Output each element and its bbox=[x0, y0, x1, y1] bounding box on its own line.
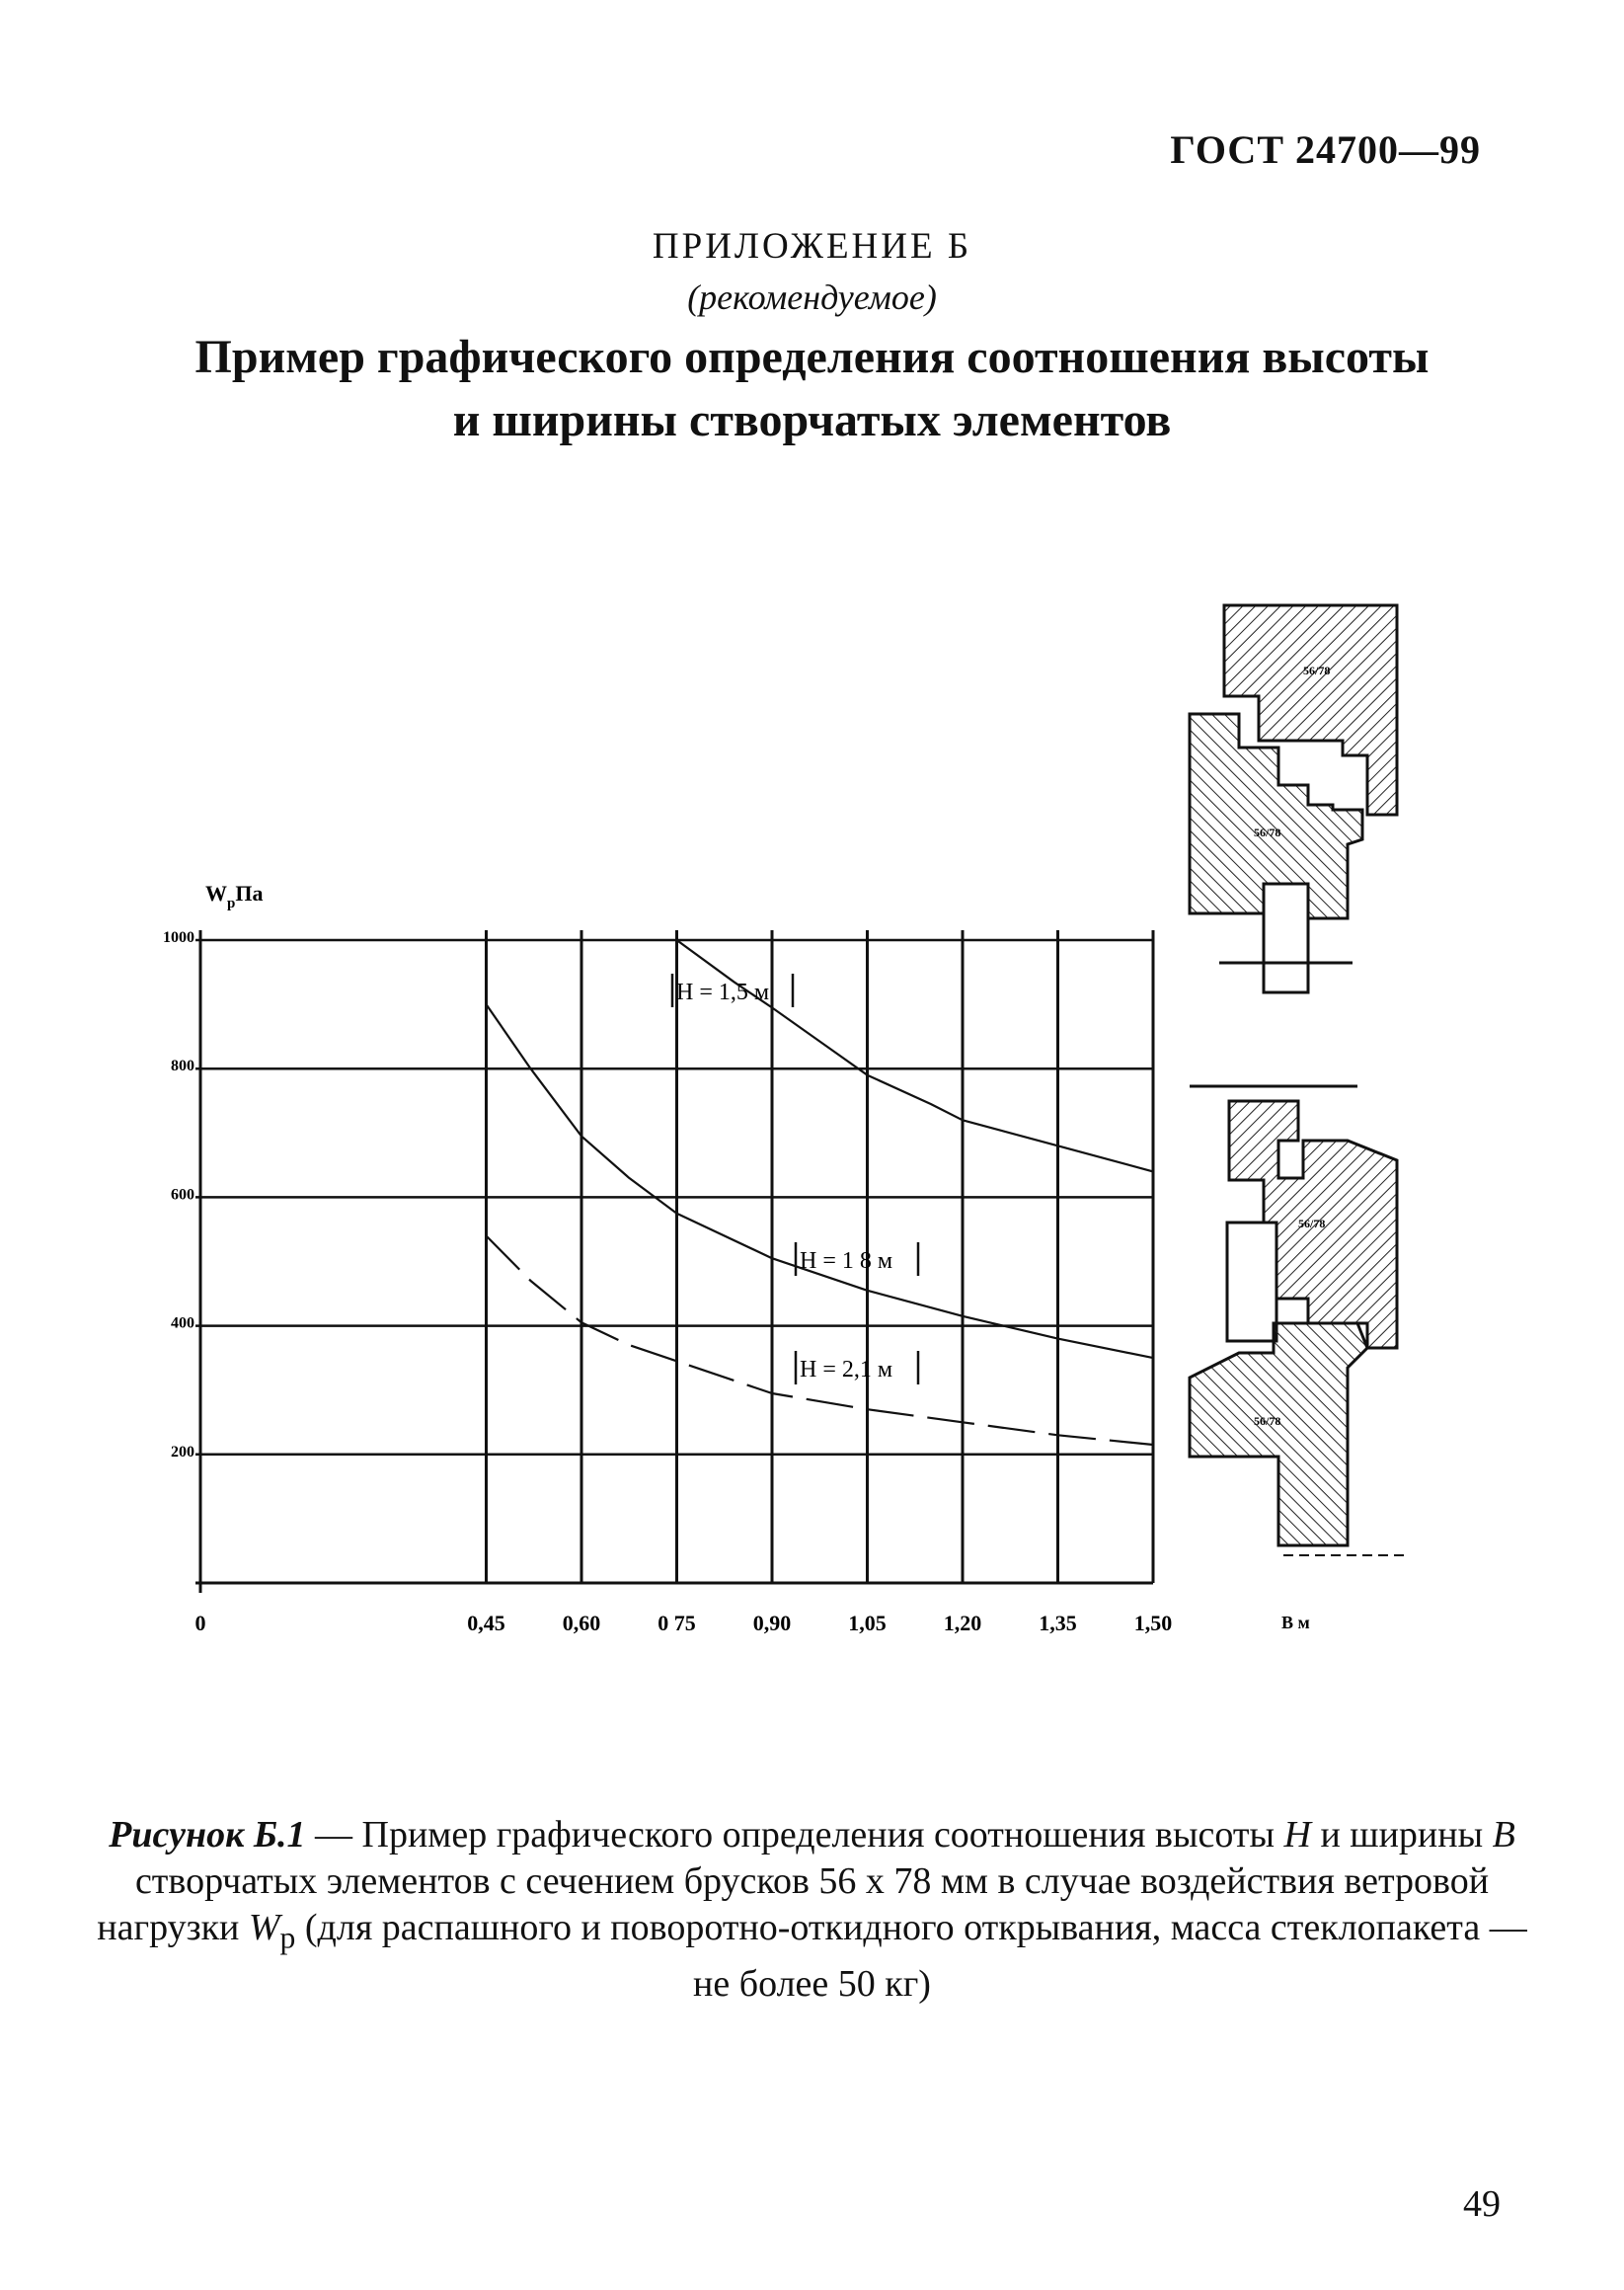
y-tick-label: 600 bbox=[171, 1186, 194, 1204]
appendix-heading-line2: и ширины створчатых элементов bbox=[452, 394, 1172, 446]
caption-wind-symbol: W bbox=[248, 1907, 280, 1948]
caption-text-3: створчатых элементов с сечением брусков 56 х 78 мм в случае воздействия ветровой нагрузки bbox=[97, 1860, 1490, 1948]
wind-load-chart bbox=[0, 592, 1362, 1659]
profile-label: 56/78 bbox=[1254, 1414, 1281, 1428]
profile-label: 56/78 bbox=[1303, 664, 1331, 677]
y-tick-label: 200 bbox=[171, 1443, 194, 1461]
x-tick-label: 0,90 bbox=[752, 1611, 792, 1635]
x-tick-label: 1,50 bbox=[1133, 1611, 1173, 1635]
figure-caption bbox=[89, 1812, 1535, 2008]
page-number: 49 bbox=[1463, 2183, 1501, 2225]
figure-label: Рисунок Б.1 bbox=[109, 1814, 306, 1856]
caption-text-2: и ширины bbox=[1310, 1814, 1493, 1856]
x-tick-label: 0 75 bbox=[657, 1611, 696, 1635]
caption-dash: — bbox=[305, 1814, 362, 1856]
profile-label: 56/78 bbox=[1254, 826, 1281, 839]
appendix-heading bbox=[99, 326, 1525, 452]
appendix-subtitle: (рекомендуемое) bbox=[687, 277, 937, 317]
series-line bbox=[487, 1004, 1154, 1358]
document-code: ГОСТ 24700—99 bbox=[1170, 127, 1481, 172]
x-tick-label: 0,45 bbox=[467, 1611, 505, 1635]
x-tick-label: 1,05 bbox=[848, 1611, 887, 1635]
series-label: Н = 2,1 м bbox=[800, 1357, 893, 1382]
series-label: Н = 1,5 м bbox=[676, 980, 770, 1005]
x-tick-label: 1,20 bbox=[943, 1611, 982, 1635]
bottom-profile-section bbox=[1190, 1086, 1407, 1555]
caption-wind-subscript: р bbox=[279, 1920, 296, 1955]
y-tick-label: 800 bbox=[171, 1058, 194, 1075]
x-tick-label: 0,60 bbox=[562, 1611, 601, 1635]
top-profile-section bbox=[1190, 605, 1397, 992]
caption-text-4: (для распашного и поворотно-откидного открывания, масса стеклопакета — не более 50 кг) bbox=[295, 1907, 1527, 2005]
series-label: Н = 1 8 м bbox=[800, 1248, 893, 1274]
y-tick-label: 1000 bbox=[163, 929, 194, 946]
caption-width-symbol: В bbox=[1492, 1814, 1515, 1856]
appendix-title: ПРИЛОЖЕНИЕ Б bbox=[652, 226, 972, 267]
series-line bbox=[677, 940, 1154, 1171]
profile-label: 56/78 bbox=[1298, 1217, 1326, 1230]
x-axis-label: В м bbox=[1281, 1613, 1310, 1632]
y-tick-label: 400 bbox=[171, 1314, 194, 1332]
caption-text-1: Пример графического определения соотношения высоты bbox=[361, 1814, 1284, 1856]
y-axis-label: $W_рПа$ bbox=[205, 881, 264, 911]
caption-height-symbol: Н bbox=[1283, 1814, 1311, 1856]
appendix-heading-line1: Пример графического определения соотношения высоты bbox=[194, 331, 1430, 383]
x-tick-label: 1,35 bbox=[1039, 1611, 1077, 1635]
window-profile-sections bbox=[1160, 588, 1417, 1575]
x-tick-label: 0 bbox=[194, 1611, 206, 1635]
